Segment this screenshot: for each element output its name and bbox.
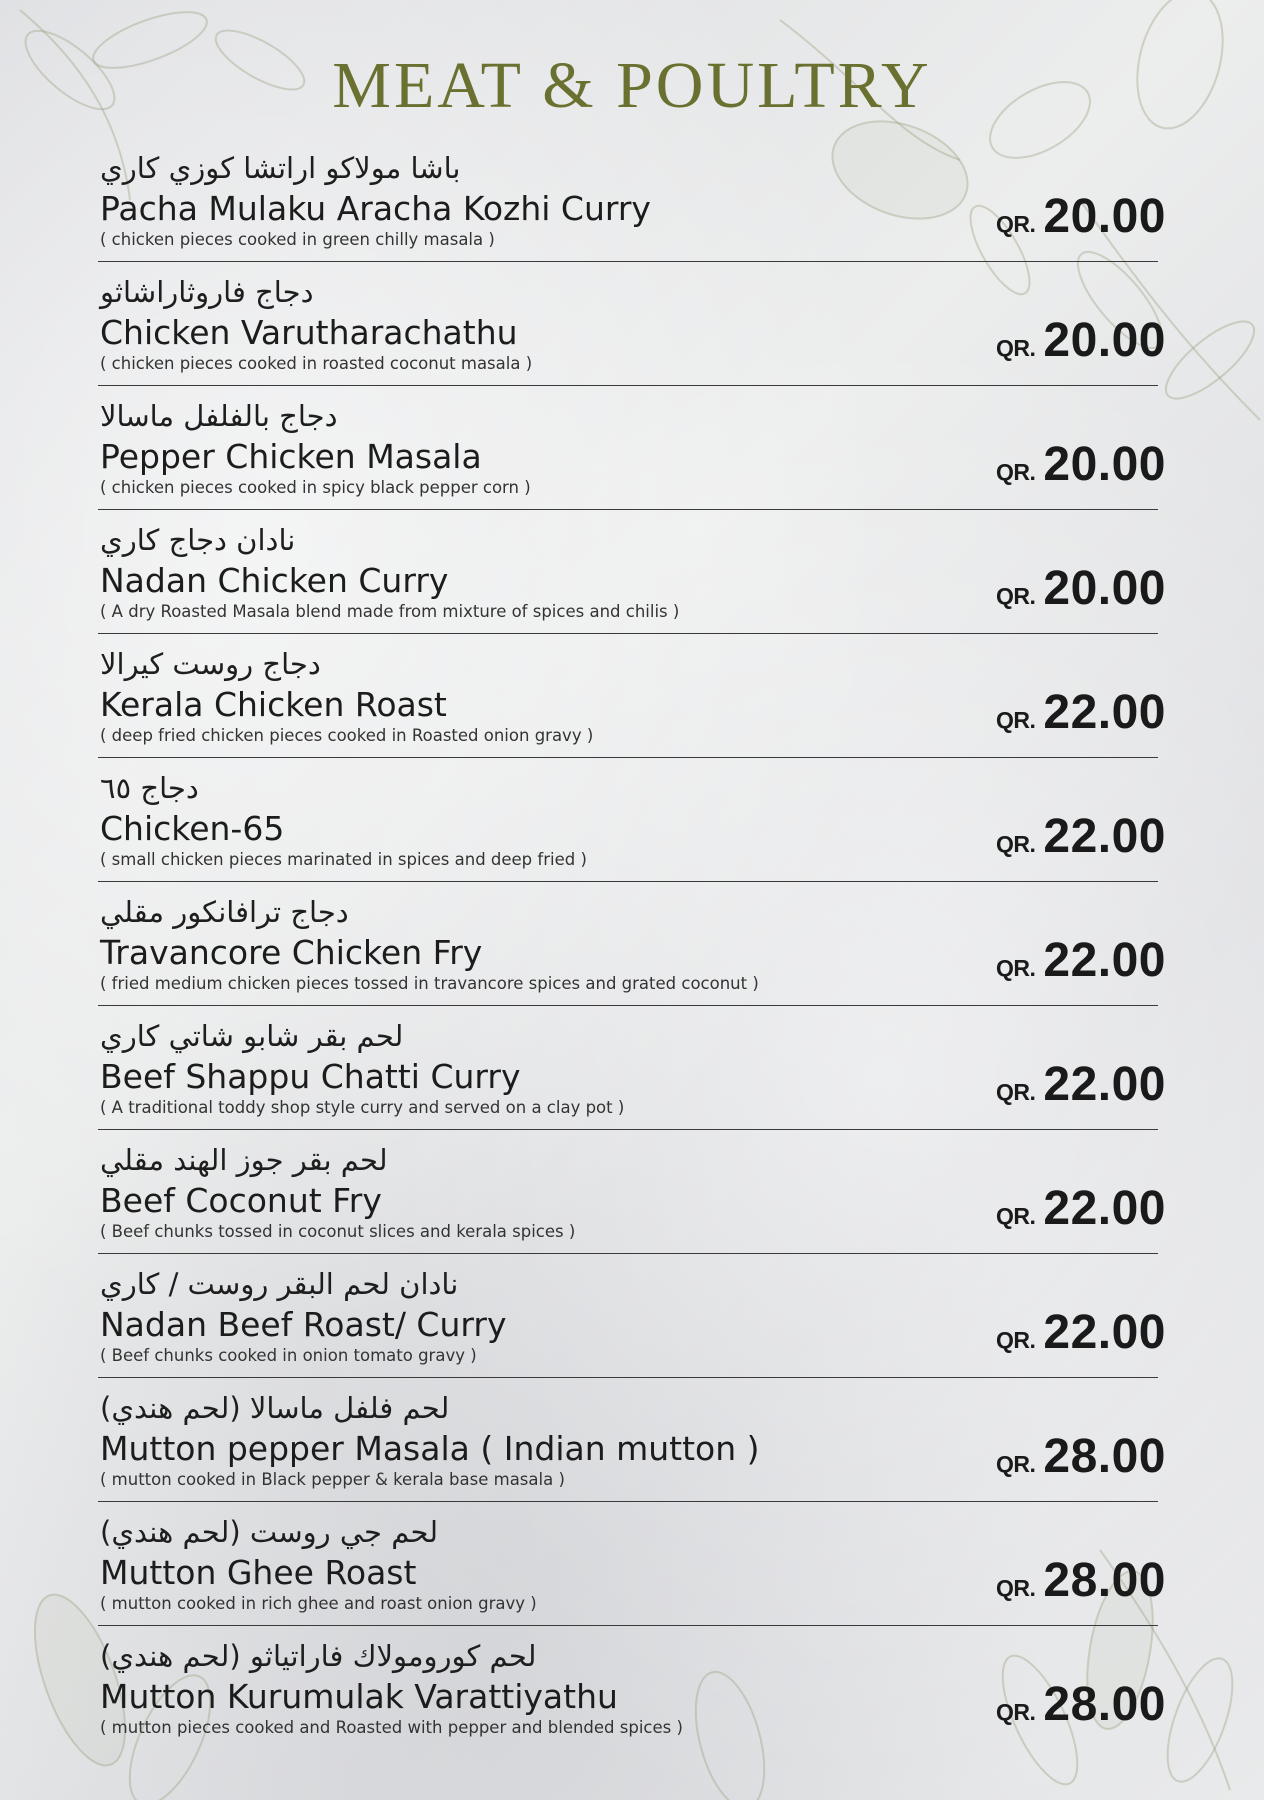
item-arabic-name: دجاج ٦٥: [100, 771, 199, 805]
divider: [98, 1501, 1158, 1502]
divider: [98, 1377, 1158, 1378]
price-amount: 22.00: [1043, 934, 1166, 987]
price-amount: 28.00: [1043, 1678, 1166, 1731]
item-name: Chicken Varutharachathu: [100, 313, 518, 352]
item-name: Beef Coconut Fry: [100, 1181, 382, 1220]
item-arabic-name: لحم بقر جوز الهند مقلي: [100, 1143, 388, 1177]
divider: [98, 1129, 1158, 1130]
divider: [98, 1005, 1158, 1006]
price-amount: 20.00: [1043, 190, 1166, 243]
divider: [98, 633, 1158, 634]
item-arabic-name: نادان دجاج كاري: [100, 523, 296, 557]
page-title: MEAT & POULTRY: [332, 49, 932, 122]
currency-label: QR.: [995, 583, 1036, 609]
item-description: ( mutton cooked in Black pepper & kerala base masala ): [100, 1470, 565, 1489]
item-description: ( Beef chunks tossed in coconut slices and kerala spices ): [100, 1222, 576, 1241]
item-name: Beef Shappu Chatti Curry: [100, 1057, 521, 1096]
price-amount: 22.00: [1043, 1058, 1166, 1111]
item-price: [996, 189, 1166, 245]
item-description: ( A dry Roasted Masala blend made from mixture of spices and chilis ): [100, 602, 680, 621]
item-description: ( chicken pieces cooked in green chilly masala ): [100, 230, 495, 249]
item-price: [996, 313, 1166, 369]
item-name: Mutton Ghee Roast: [100, 1553, 417, 1592]
item-price: [996, 1553, 1166, 1609]
price-amount: 22.00: [1043, 1182, 1166, 1235]
item-name: Travancore Chicken Fry: [100, 933, 483, 972]
item-price: [996, 1429, 1166, 1485]
item-price: [996, 561, 1166, 617]
price-amount: 20.00: [1043, 562, 1166, 615]
item-description: ( small chicken pieces marinated in spices and deep fried ): [100, 850, 587, 869]
currency-label: QR.: [995, 335, 1036, 361]
item-arabic-name: لحم بقر شابو شاتي كاري: [100, 1019, 404, 1053]
menu-item: [0, 519, 1264, 643]
item-arabic-name: لحم جي روست (لحم هندي): [100, 1515, 439, 1549]
divider: [98, 385, 1158, 386]
menu-item: [0, 1387, 1264, 1511]
currency-label: QR.: [995, 1327, 1036, 1353]
menu-item: [0, 147, 1264, 271]
menu-item: [0, 1015, 1264, 1139]
divider: [98, 1253, 1158, 1254]
item-description: ( chicken pieces cooked in spicy black pepper corn ): [100, 478, 531, 497]
menu-item: [0, 643, 1264, 767]
menu-list: [0, 147, 1264, 1759]
item-price: [996, 685, 1166, 741]
item-price: [996, 809, 1166, 865]
currency-label: QR.: [995, 707, 1036, 733]
item-arabic-name: لحم فلفل ماسالا (لحم هندي): [100, 1391, 450, 1425]
item-price: [996, 1305, 1166, 1361]
price-amount: 28.00: [1043, 1554, 1166, 1607]
menu-item: [0, 1635, 1264, 1759]
menu-item: [0, 767, 1264, 891]
menu-item: [0, 1263, 1264, 1387]
item-arabic-name: دجاج روست كيرالا: [100, 647, 321, 681]
item-description: ( Beef chunks cooked in onion tomato gravy ): [100, 1346, 477, 1365]
item-arabic-name: دجاج فاروثاراشاثو: [100, 275, 314, 309]
currency-label: QR.: [995, 1079, 1036, 1105]
price-amount: 20.00: [1043, 438, 1166, 491]
item-name: Mutton pepper Masala ( Indian mutton ): [100, 1429, 760, 1468]
item-name: Chicken-65: [100, 809, 285, 848]
price-amount: 22.00: [1043, 686, 1166, 739]
item-name: Pepper Chicken Masala: [100, 437, 482, 476]
item-description: ( deep fried chicken pieces cooked in Roasted onion gravy ): [100, 726, 594, 745]
item-arabic-name: دجاج ترافانكور مقلي: [100, 895, 349, 929]
item-arabic-name: لحم كورومولاك فاراتياثو (لحم هندي): [100, 1639, 537, 1673]
item-arabic-name: نادان لحم البقر روست / كاري: [100, 1267, 459, 1301]
item-description: ( fried medium chicken pieces tossed in travancore spices and grated coconut ): [100, 974, 759, 993]
item-name: Kerala Chicken Roast: [100, 685, 447, 724]
currency-label: QR.: [995, 1699, 1036, 1725]
item-name: Pacha Mulaku Aracha Kozhi Curry: [100, 189, 651, 228]
currency-label: QR.: [995, 1451, 1036, 1477]
divider: [98, 757, 1158, 758]
currency-label: QR.: [995, 211, 1036, 237]
item-name: Mutton Kurumulak Varattiyathu: [100, 1677, 618, 1716]
currency-label: QR.: [995, 831, 1036, 857]
menu-item: [0, 1139, 1264, 1263]
currency-label: QR.: [995, 1575, 1036, 1601]
menu-item: [0, 1511, 1264, 1635]
menu-item: [0, 891, 1264, 1015]
item-description: ( mutton pieces cooked and Roasted with pepper and blended spices ): [100, 1718, 683, 1737]
menu-item: [0, 271, 1264, 395]
item-description: ( A traditional toddy shop style curry and served on a clay pot ): [100, 1098, 625, 1117]
item-name: Nadan Chicken Curry: [100, 561, 449, 600]
currency-label: QR.: [995, 459, 1036, 485]
divider: [98, 881, 1158, 882]
item-price: [996, 933, 1166, 989]
item-arabic-name: دجاج بالفلفل ماسالا: [100, 399, 338, 433]
item-price: [996, 1677, 1166, 1733]
currency-label: QR.: [995, 955, 1036, 981]
divider: [98, 1625, 1158, 1626]
divider: [98, 261, 1158, 262]
item-description: ( chicken pieces cooked in roasted coconut masala ): [100, 354, 533, 373]
item-name: Nadan Beef Roast/ Curry: [100, 1305, 507, 1344]
price-amount: 20.00: [1043, 314, 1166, 367]
price-amount: 22.00: [1043, 810, 1166, 863]
menu-item: [0, 395, 1264, 519]
divider: [98, 509, 1158, 510]
currency-label: QR.: [995, 1203, 1036, 1229]
item-price: [996, 437, 1166, 493]
item-price: [996, 1057, 1166, 1113]
price-amount: 28.00: [1043, 1430, 1166, 1483]
item-price: [996, 1181, 1166, 1237]
item-description: ( mutton cooked in rich ghee and roast onion gravy ): [100, 1594, 537, 1613]
item-arabic-name: باشا مولاكو اراتشا كوزي كاري: [100, 151, 461, 185]
price-amount: 22.00: [1043, 1306, 1166, 1359]
